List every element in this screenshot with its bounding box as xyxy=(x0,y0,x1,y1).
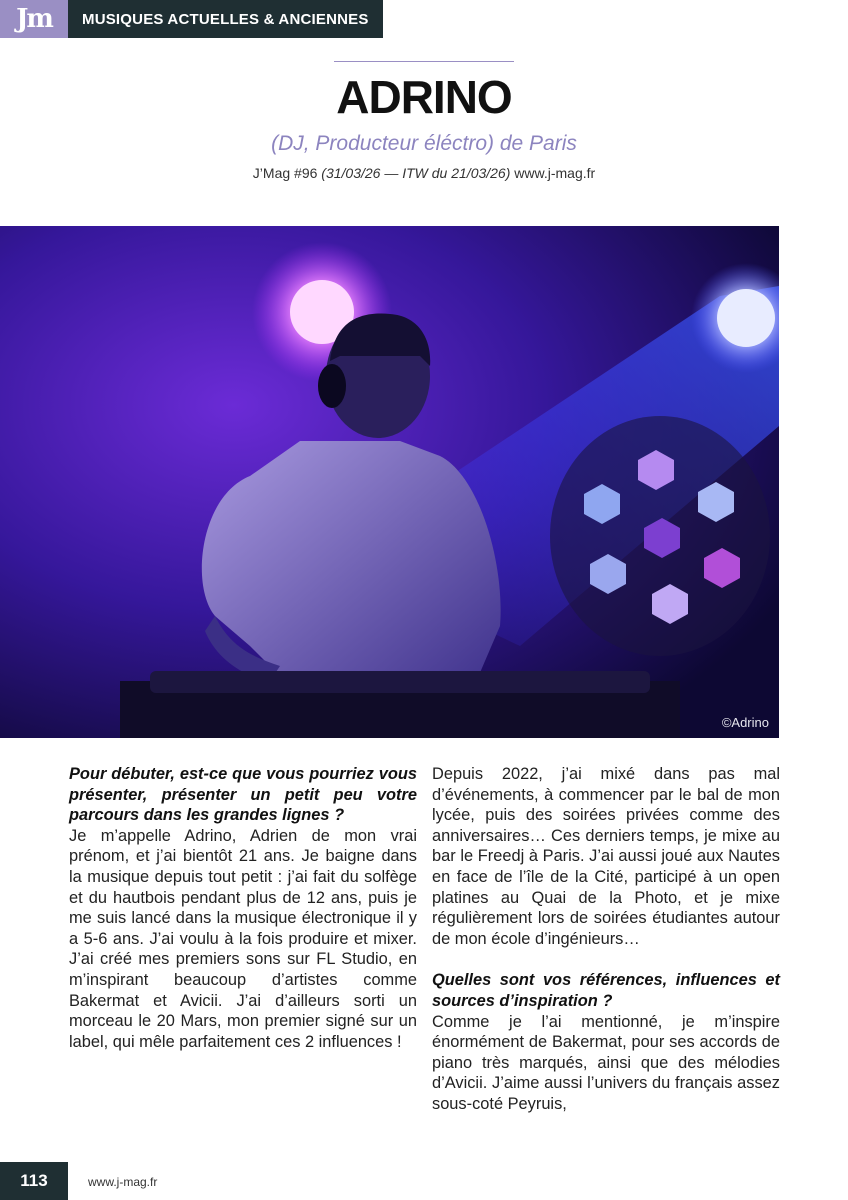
page-number: 113 xyxy=(0,1162,68,1200)
article-subtitle: (DJ, Producteur éléctro) de Paris xyxy=(271,132,577,155)
question-2: Quelles sont vos références, influences et sources d’inspiration ? xyxy=(432,971,780,1010)
meta-url: www.j-mag.fr xyxy=(510,165,596,181)
dj-illustration xyxy=(0,226,779,738)
title-divider xyxy=(334,61,514,62)
article-meta xyxy=(0,165,848,181)
meta-issue: J’Mag #96 xyxy=(252,165,322,181)
paragraph-gap xyxy=(432,949,780,970)
jmag-logo: Jm xyxy=(0,0,68,38)
photo-credit: ©Adrino xyxy=(721,715,769,730)
article-title: ADRINO xyxy=(336,71,512,123)
right-column xyxy=(432,764,780,1115)
dj-photo xyxy=(0,226,779,738)
answer-1: Je m’appelle Adrino, Adrien de mon vrai prénom, et j’ai bientôt 21 ans. Je baigne dans la musique depuis tout petit : j’ai fait du solfège et du hautbois pendant plus de 12 ans, puis je me suis lancé dans la musique électronique il y a 5-6 ans. J’ai voulu à la fois produire et mixer. J’ai créé mes premiers sons sur FL Studio, en m’inspirant beaucoup d’artistes comme Bakermat et Avicii. J’ai d’ailleurs sorti un morceau le 20 Mars, mon premier signé sur un label, qui mêle parfaitement ces 2 influences ! xyxy=(69,826,417,1051)
question-1: Pour débuter, est-ce que vous pourriez vous présenter, présenter un petit peu votre parcours dans les grandes lignes ? xyxy=(69,765,417,825)
left-column xyxy=(69,764,417,1052)
meta-dates: (31/03/26 — ITW du 21/03/26) xyxy=(321,165,511,181)
section-title: MUSIQUES ACTUELLES & ANCIENNES xyxy=(68,0,383,38)
footer-url: www.j-mag.fr xyxy=(88,1175,158,1189)
answer-1-continued: Depuis 2022, j’ai mixé dans pas mal d’événements, à commencer par le bal de mon lycée, puis des soirées privées comme des anniversaires… Ces derniers temps, je mixe au bar le Freedj à Paris. J’ai aussi joué aux Nautes en face de l’île de la Cité, participé à un open platines au Quai de la Photo, et je mixe régulièrement lors de soirées étudiantes autour de mon école d’ingénieurs… xyxy=(432,765,780,948)
answer-2: Comme je l’ai mentionné, je m’inspire énormément de Bakermat, pour ses accords de piano très marqués, ainsi que des mélodies d’Avicii. J’aime aussi l’univers du français assez sous-coté Peyruis, xyxy=(432,1012,780,1113)
header-bar xyxy=(0,0,383,38)
